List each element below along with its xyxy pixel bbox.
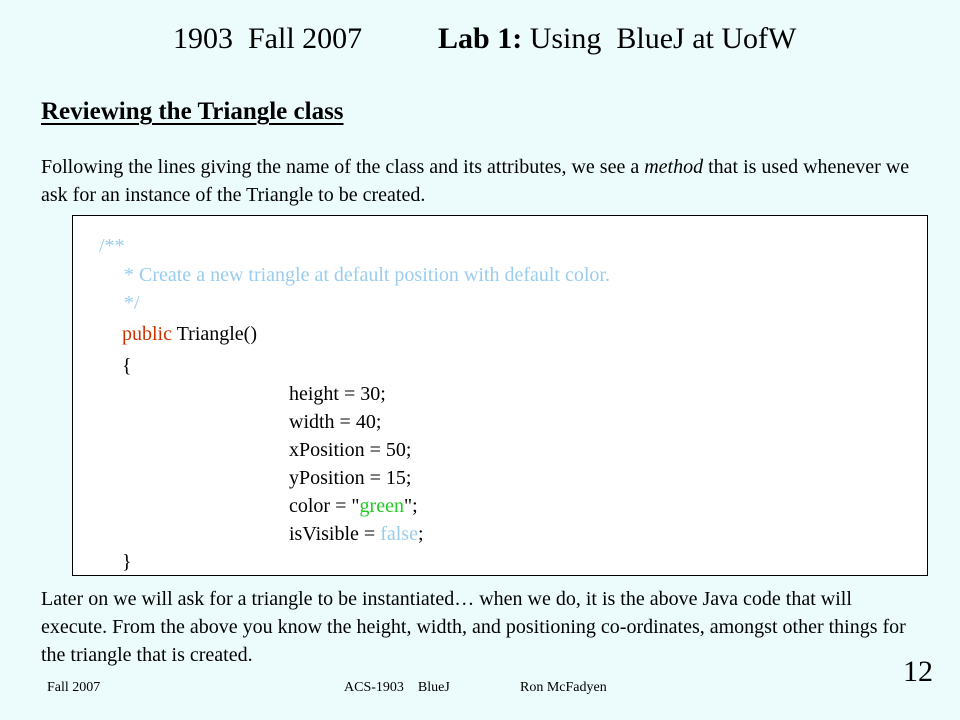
code-comment-body: * Create a new triangle at default position with default color. (119, 264, 610, 286)
code-color-prefix: color = " (289, 495, 360, 517)
code-color-value: green (359, 495, 404, 517)
code-visible-line (289, 522, 424, 546)
header-lab-label: Lab 1: (438, 22, 523, 55)
code-width-line: width = 40; (289, 411, 382, 433)
footer-course: ACS-1903 BlueJ (344, 680, 450, 695)
section-title: Reviewing the Triangle class (41, 98, 344, 125)
code-xposition-line: xPosition = 50; (289, 439, 412, 461)
slide-header (0, 22, 960, 66)
code-color-line (289, 494, 418, 518)
code-color-suffix: "; (403, 495, 418, 517)
intro-text-1: Following the lines giving the name of the class and its attributes, we see a (41, 156, 645, 178)
page-number: 12 (903, 655, 933, 688)
code-visible-suffix: ; (417, 523, 424, 545)
code-visible-prefix: isVisible = (289, 523, 381, 545)
code-comment-open: /** (99, 235, 125, 257)
header-lab-name: Using BlueJ at UofW (522, 22, 797, 55)
intro-text-2: that is used whenever we ask for an instance of the Triangle to be created. (41, 156, 910, 206)
outro-paragraph: Later on we will ask for a triangle to be instantiated… when we do, it is the above Java code that will execute. From the above you know the height, width, and positioning co-ordinates, amongst other things for the triangle that is created. (41, 588, 906, 666)
code-comment-close: */ (119, 292, 140, 314)
code-constructor-name: Triangle() (172, 323, 257, 345)
code-brace-open: { (122, 355, 132, 377)
code-box (72, 215, 928, 576)
code-keyword-public: public (122, 323, 172, 345)
intro-emphasis: method (644, 156, 704, 178)
code-yposition-line: yPosition = 15; (289, 467, 412, 489)
header-course: 1903 Fall 2007 (173, 22, 363, 55)
code-brace-close: } (122, 551, 132, 573)
footer-author: Ron McFadyen (520, 680, 607, 695)
code-visible-value: false (380, 523, 418, 545)
header-lab-title (438, 22, 796, 56)
footer-term: Fall 2007 (47, 680, 101, 695)
intro-paragraph (41, 153, 921, 209)
code-constructor-signature (122, 322, 257, 346)
code-height-line: height = 30; (289, 383, 386, 405)
